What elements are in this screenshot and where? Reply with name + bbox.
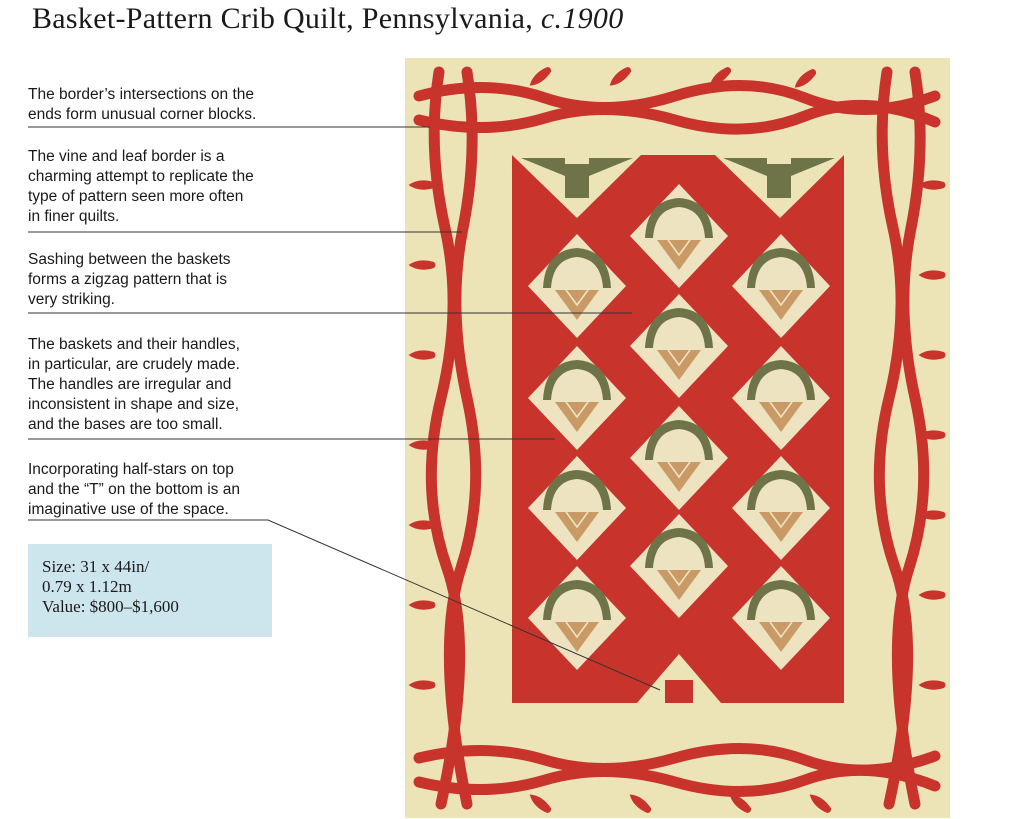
size-imperial: Size: 31 x 44in/ [42,557,150,576]
annotation-line: very striking. [28,291,115,308]
page-title [32,2,624,36]
annotation-line: The vine and leaf border is a [28,148,225,165]
annotation-half-stars [28,460,296,520]
title-era: c.1900 [540,2,624,35]
basket-blocks [528,184,830,670]
size-metric: 0.79 x 1.12m [42,577,132,596]
annotation-line: The baskets and their handles, [28,336,240,353]
annotation-line: and the “T” on the bottom is an [28,481,240,498]
annotation-line: imaginative use of the space. [28,501,229,518]
annotation-line: in particular, are crudely made. [28,356,240,373]
annotation-line: Sashing between the baskets [28,251,231,268]
title-main: Basket-Pattern Crib Quilt, Pennsylvania, [32,2,541,35]
annotation-line: The border’s intersections on the [28,86,255,103]
annotation-line: ends form unusual corner blocks. [28,106,257,123]
annotation-line: type of pattern seen more often [28,188,244,205]
annotation-vine-border [28,147,296,227]
annotation-line: Incorporating half-stars on top [28,461,234,478]
annotation-line: The handles are irregular and [28,376,232,393]
annotation-line: forms a zigzag pattern that is [28,271,228,288]
annotation-corner-blocks [28,85,296,125]
annotation-baskets [28,335,296,435]
quilt-photo [405,58,950,818]
size-value-box [28,544,272,637]
value-range: Value: $800–$1,600 [42,597,179,616]
annotation-line: and the bases are too small. [28,416,223,433]
annotation-line: charming attempt to replicate the [28,168,254,185]
annotation-line: inconsistent in shape and size, [28,396,240,413]
annotation-line: in finer quilts. [28,208,120,225]
annotation-sashing [28,250,296,310]
